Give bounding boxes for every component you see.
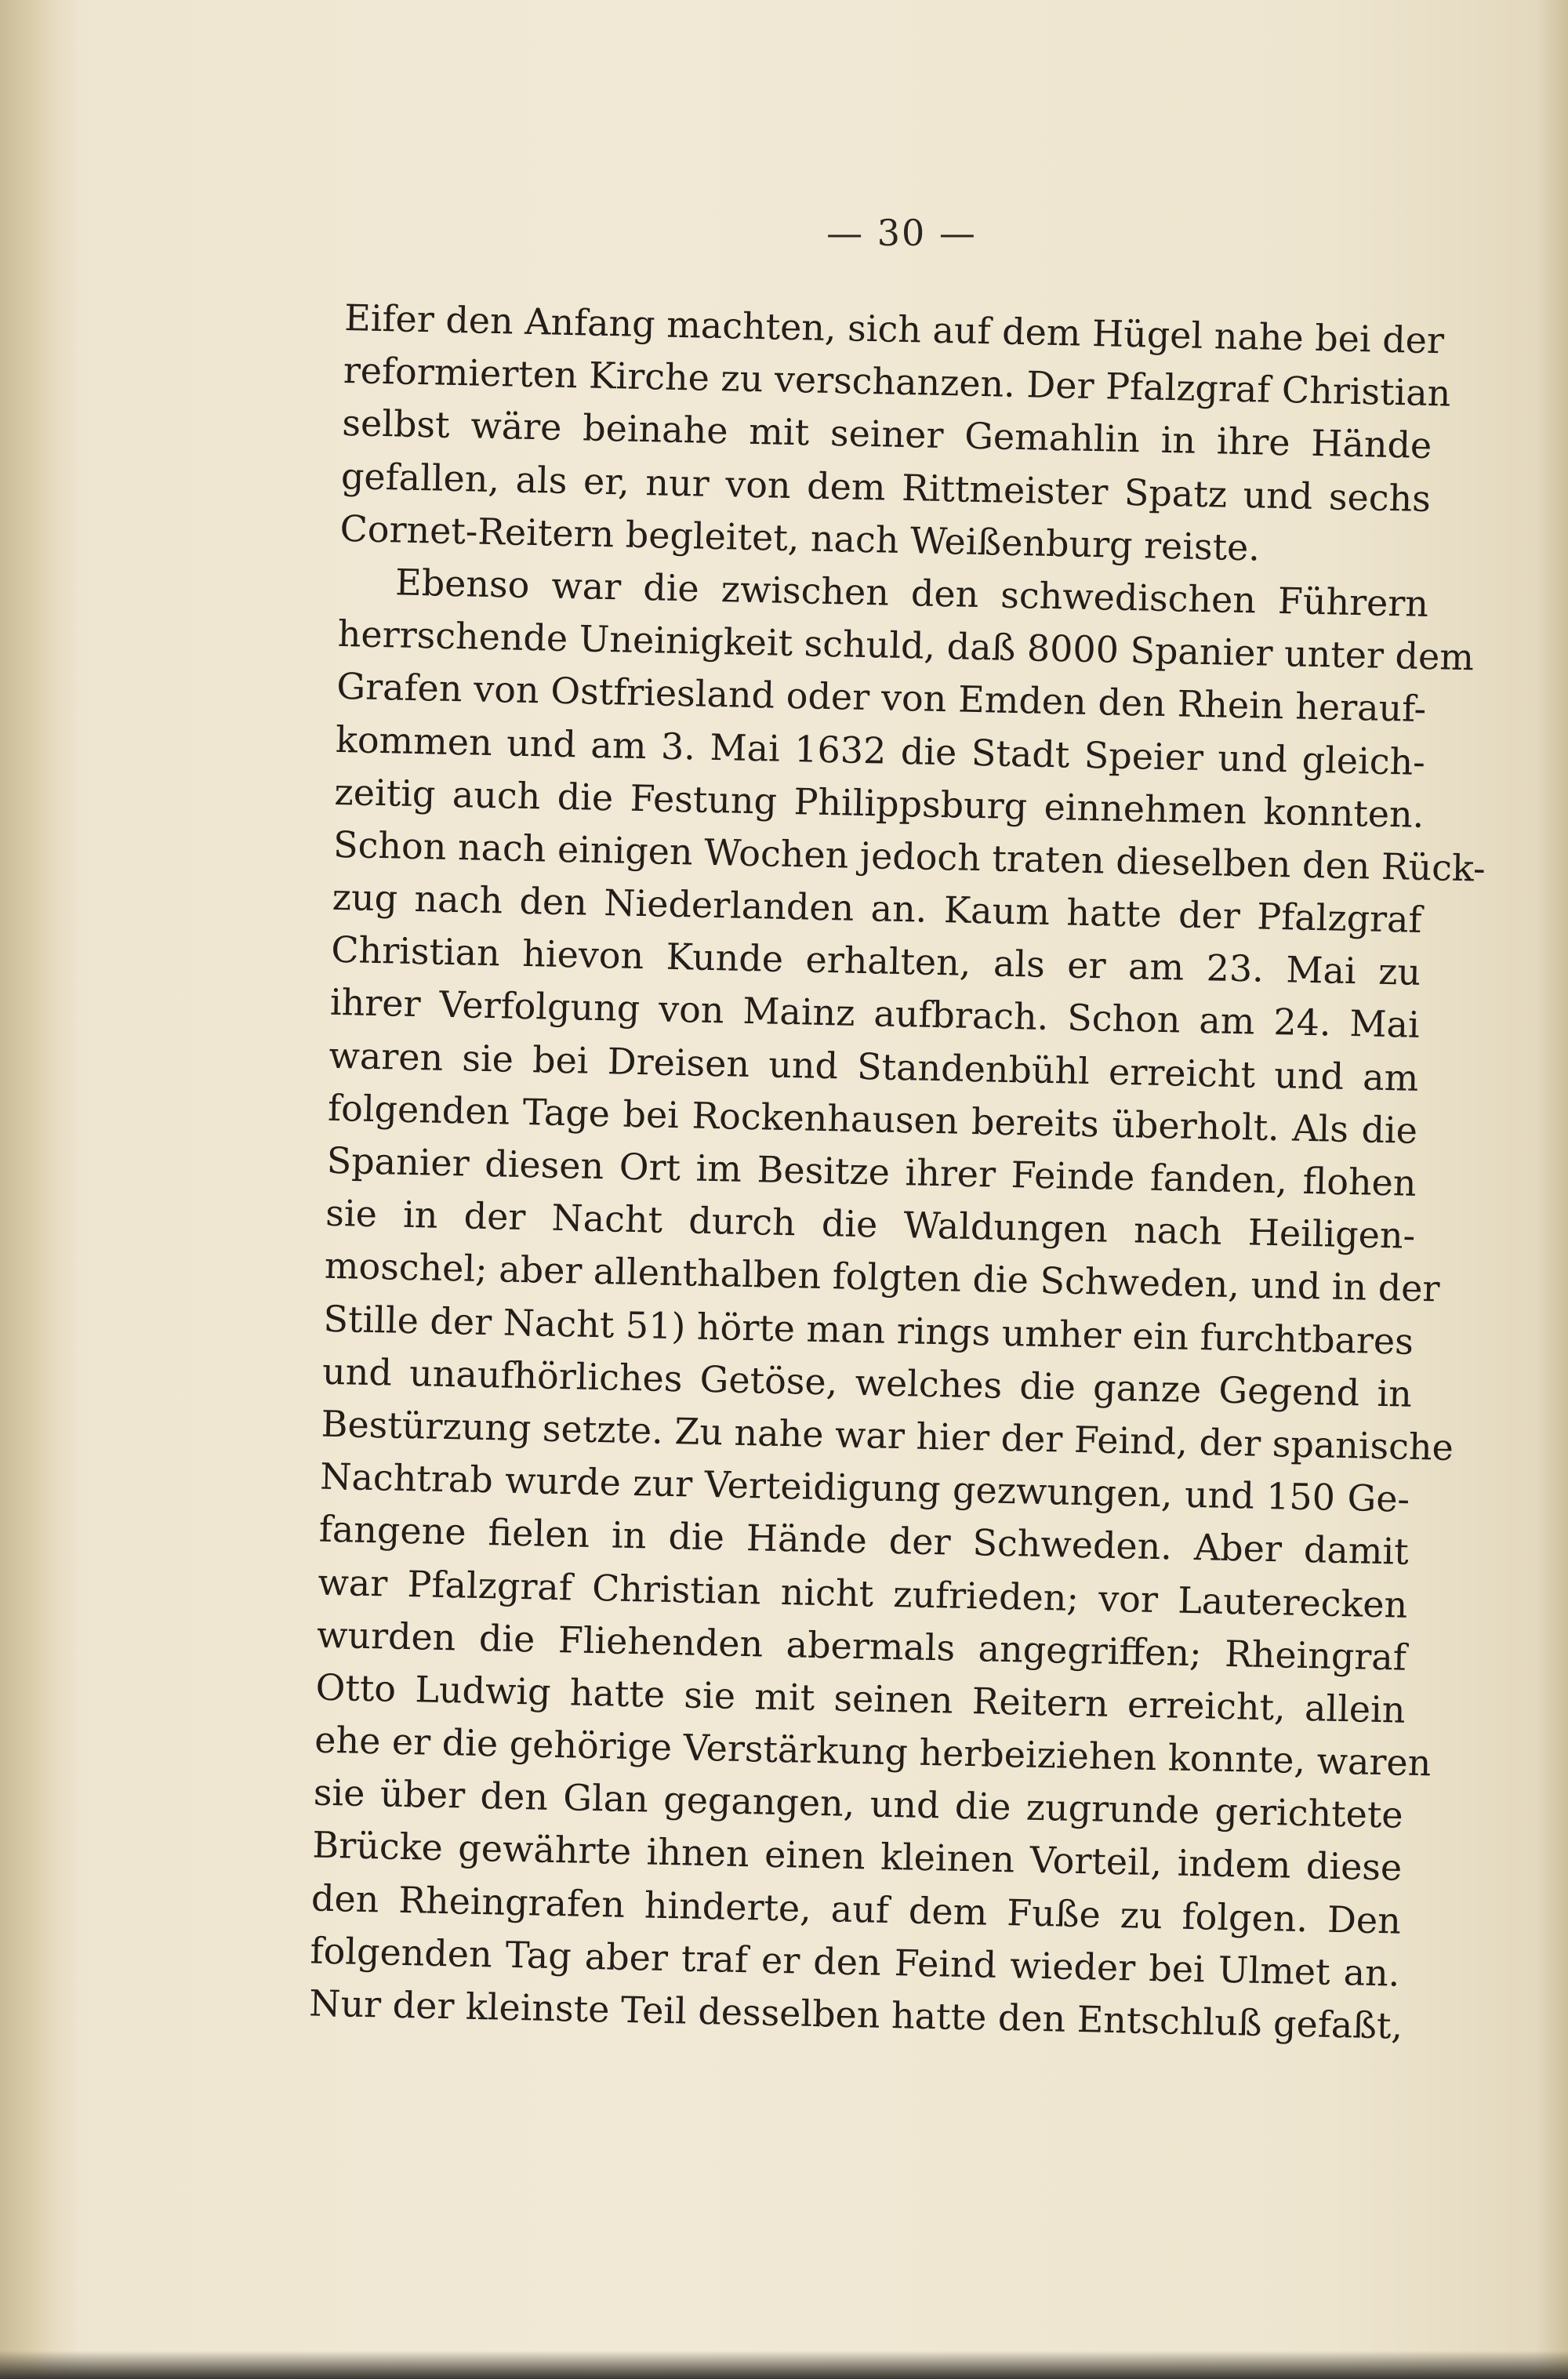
text-line: zug nach den Niederlanden an. Kaum hatte der Pfalzgraf (332, 875, 1423, 941)
text-line: zeitig auch die Festung Philippsburg einnehmen konnten. (334, 770, 1425, 836)
text-line: Ebenso war die zwischen den schwedischen Führern (394, 561, 1429, 625)
text-line: Nur der kleinste Teil desselben hatte den Entschluß gefaßt, (308, 1981, 1403, 2047)
text-line: Brücke gewährte ihnen einen kleinen Vorteil, indem diese (311, 1824, 1403, 1890)
text-line: Stille der Nacht 51) hörte man rings umher ein furchtbares (323, 1297, 1414, 1363)
text-line: selbst wäre beinahe mit seiner Gemahlin in ihre Hände (341, 401, 1432, 467)
text-line: waren sie bei Dreisen und Standenbühl erreicht und am (328, 1033, 1419, 1099)
text-line: Bestürzung setzte. Zu nahe war hier der Feind, der spanische (321, 1402, 1454, 1469)
text-line: sie in der Nacht durch die Waldungen nach Heiligen- (325, 1191, 1416, 1258)
text-line: Otto Ludwig hatte sie mit seinen Reitern erreicht, allein (315, 1665, 1406, 1731)
text-line: Nachtrab wurde zur Verteidigung gezwungen, und 150 Ge- (319, 1455, 1410, 1520)
text-line: Spanier diesen Ort im Besitze ihrer Feinde fanden, flohen (326, 1139, 1417, 1204)
text-line: ihrer Verfolgung von Mainz aufbrach. Schon am 24. Mai (329, 981, 1421, 1047)
text-line: Eifer den Anfang machten, sich auf dem Hügel nahe bei der (343, 296, 1445, 362)
text-line: Cornet-Reitern begleitet, nach Weißenburg reiste. (339, 507, 1261, 569)
page-binding-shadow (0, 0, 78, 2379)
text-line: wurden die Fliehenden abermals angegriffen; Rheingraf (316, 1613, 1407, 1679)
text-line: war Pfalzgraf Christian nicht zufrieden; vor Lauterecken (317, 1560, 1408, 1626)
text-line: Grafen von Ostfriesland oder von Emden den Rhein herauf- (336, 665, 1427, 731)
text-line: kommen und am 3. Mai 1632 die Stadt Speier und gleich- (335, 717, 1426, 783)
page-number: — 30 — (826, 212, 977, 254)
body-text (308, 292, 1486, 2053)
text-line: Schon nach einigen Wochen jedoch traten dieselben den Rück- (332, 823, 1486, 890)
text-line: fangene fielen in die Hände der Schweden. Aber damit (318, 1507, 1410, 1574)
text-line: moschel; aber allenthalben folgten die Schweden, und in der (324, 1244, 1440, 1310)
page-edge-shadow (1537, 0, 1568, 2379)
page-bottom-shadow (0, 2351, 1568, 2379)
text-line: gefallen, als er, nur von dem Rittmeister Spatz und sechs (340, 454, 1432, 520)
text-line: herrschende Uneinigkeit schuld, daß 8000 Spanier unter dem (337, 612, 1475, 679)
text-line: und unaufhörliches Getöse, welches die ganze Gegend in (321, 1349, 1413, 1415)
text-line: reformierten Kirche zu verschanzen. Der Pfalzgraf Christian (343, 349, 1451, 415)
text-line: den Rheingrafen hinderte, auf dem Fuße zu folgen. Den (310, 1876, 1402, 1942)
text-line: ehe er die gehörige Verstärkung herbeiziehen konnte, waren (314, 1718, 1432, 1785)
text-line: folgenden Tag aber traf er den Feind wieder bei Ulmet an. (310, 1929, 1400, 1995)
text-line: folgenden Tage bei Rockenhausen bereits überholt. Als die (327, 1086, 1418, 1152)
text-line: sie über den Glan gegangen, und die zugrunde gerichtete (313, 1771, 1404, 1836)
text-line: Christian hievon Kunde erhalten, als er am 23. Mai zu (330, 928, 1421, 994)
